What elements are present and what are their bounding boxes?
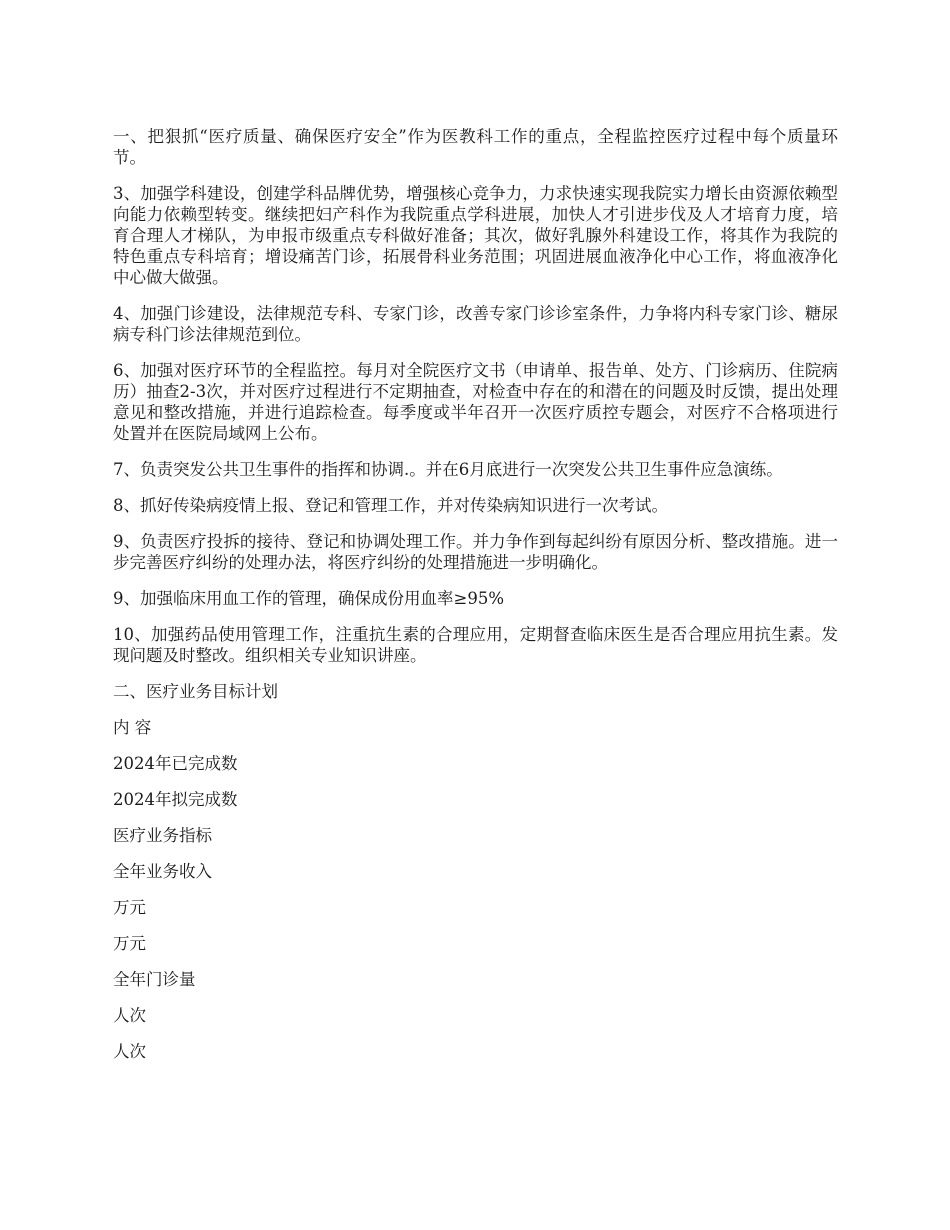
table-cell-unit: 万元 xyxy=(113,934,146,953)
paragraph-process-monitoring: 6、加强对医疗环节的全程监控。每月对全院医疗文书（申请单、报告单、处方、门诊病历、住院病历）抽查2-3次，并对医疗过程进行不定期抽查，对检查中存在的和潜在的问题及时反馈，提出处理意见和整改措施，并进行追踪检查。每季度或半年召开一次医疗质控专题会，对医疗不合格项进行处置并在医院局域网上公布。 xyxy=(113,361,838,443)
paragraph-discipline-building: 3、加强学科建设，创建学科品牌优势，增强核心竞争力，力求快速实现我院实力增长由资源依赖型向能力依赖型转变。继续把妇产科作为我院重点学科进展，加快人才引进步伐及人才培育力度，培育合理人才梯队，为申报市级重点专科做好准备；其次，做好乳腺外科建设工作，将其作为我院的特色重点专科培育；增设痛苦门诊，拓展骨科业务范围；巩固进展血液净化中心工作，将血液净化中心做大做强。 xyxy=(113,184,838,287)
paragraph-outpatient-building: 4、加强门诊建设，法律规范专科、专家门诊，改善专家门诊诊室条件，力争将内科专家门诊、糖尿病专科门诊法律规范到位。 xyxy=(113,304,838,344)
document-body xyxy=(113,126,838,1077)
table-cell-unit: 人次 xyxy=(113,1006,146,1025)
paragraph-quality-focus: 一、把狠抓“医疗质量、确保医疗安全”作为医教科工作的重点，全程监控医疗过程中每个质量环节。 xyxy=(113,127,838,167)
table-row-annual-revenue: 全年业务收入 xyxy=(113,862,212,881)
table-header-planned: 2024年拟完成数 xyxy=(113,790,238,809)
paragraph-infectious-disease: 8、抓好传染病疫情上报、登记和管理工作，并对传染病知识进行一次考试。 xyxy=(113,496,668,515)
section-title: 二、医疗业务目标计划 xyxy=(113,682,278,701)
table-header-content: 内 容 xyxy=(113,718,152,737)
paragraph-drug-management: 10、加强药品使用管理工作，注重抗生素的合理应用，定期督查临床医生是否合理应用抗生素。发现问题及时整改。组织相关专业知识讲座。 xyxy=(113,625,838,665)
paragraph-public-health: 7、负责突发公共卫生事件的指挥和协调.。并在6月底进行一次突发公共卫生事件应急演练。 xyxy=(113,460,783,479)
table-row-category: 医疗业务指标 xyxy=(113,826,212,845)
table-cell-unit: 万元 xyxy=(113,898,146,917)
table-row-annual-outpatients: 全年门诊量 xyxy=(113,970,196,989)
table-cell-unit: 人次 xyxy=(113,1042,146,1061)
table-header-completed: 2024年已完成数 xyxy=(113,754,238,773)
paragraph-complaints: 9、负责医疗投拆的接待、登记和协调处理工作。并力争作到每起纠纷有原因分析、整改措施。进一步完善医疗纠纷的处理办法，将医疗纠纷的处理措施进一步明确化。 xyxy=(113,532,838,572)
paragraph-blood-use: 9、加强临床用血工作的管理，确保成份用血率≥95% xyxy=(113,589,504,608)
